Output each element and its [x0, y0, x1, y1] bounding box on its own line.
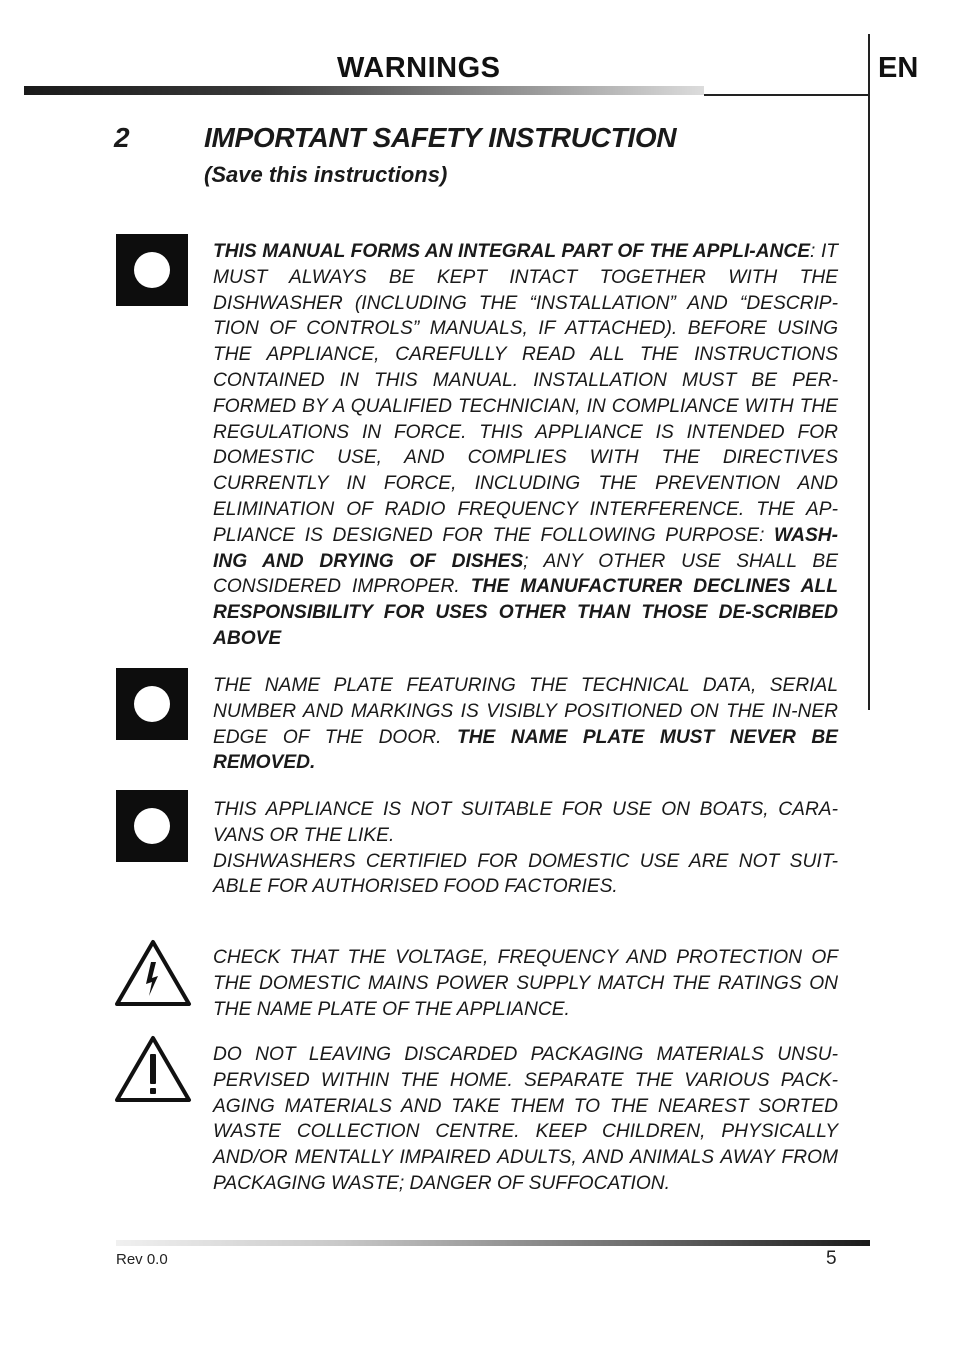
emphasis-text: WASH-ING AND DRYING OF DISHES: [213, 524, 838, 572]
notice-3-text: [213, 797, 838, 900]
emphasis-text: THIS MANUAL FORMS AN INTEGRAL PART OF THE APPLI-ANCE: [213, 241, 811, 262]
notice-5-text: [213, 1042, 838, 1197]
section-title: IMPORTANT SAFETY INSTRUCTION: [204, 122, 677, 153]
notice-dot-icon: [116, 234, 188, 306]
notice-1-text: [213, 239, 838, 652]
emphasis-text: THE MANUFACTURER DECLINES ALL RESPONSIBILITY FOR USES OTHER THAN THOSE DE-SCRIBED ABOVE: [213, 576, 838, 649]
section-number: 2: [114, 122, 130, 153]
body-text: THE NAME PLATE FEATURING THE TECHNICAL DATA, SERIAL NUMBER AND MARKINGS IS VISIBLY POSITIONED ON THE IN-NER EDGE OF THE DOOR.: [213, 675, 838, 748]
body-text: CHECK THAT THE VOLTAGE, FREQUENCY AND PROTECTION OF THE DOMESTIC MAINS POWER SUPPLY MATCH THE RATINGS ON THE NAME PLATE OF THE APPLIANCE.: [213, 947, 838, 1020]
notice-4-text: [213, 945, 838, 1022]
revision-label: Rev 0.0: [116, 1251, 168, 1268]
notice-2-text: [213, 673, 838, 776]
page-number: 5: [826, 1248, 837, 1269]
footer-gradient-bar: [116, 1240, 870, 1246]
header-title: WARNINGS: [337, 52, 501, 84]
body-text: DO NOT LEAVING DISCARDED PACKAGING MATERIALS UNSU-PERVISED WITHIN THE HOME. SEPARATE THE VARIOUS PACK-AGING MATERIALS AND TAKE THEM TO THE NEAREST SORTED WASTE COLLECTION CENTRE. KEEP CHILDREN, PHYSICALLY AND/OR MENTALLY IMPAIRED ADULTS, AND ANIMALS AWAY FROM PACKAGING WASTE; DANGER OF SUFFOCATION.: [213, 1044, 838, 1194]
emphasis-text: THE NAME PLATE MUST NEVER BE REMOVED.: [213, 726, 838, 774]
body-text: : IT MUST ALWAYS BE KEPT INTACT TOGETHER WITH THE DISHWASHER (INCLUDING THE “INSTALLATION” AND “DESCRIP-TION OF CONTROLS” MANUALS, IF ATTACHED). BEFORE USING THE APPLIANCE, CAREFULLY READ ALL THE INSTRUCTIONS CONTAINED IN THIS MANUAL. INSTALLATION MUST BE PER-FORMED BY A QUALIFIED TECHNICIAN, IN COMPLIANCE WITH THE REGULATIONS IN FORCE. THIS APPLIANCE IS INTENDED FOR DOMESTIC USE, AND COMPLIES WITH THE DIRECTIVES CURRENTLY IN FORCE, INCLUDING THE PREVENTION AND ELIMINATION OF RADIO FREQUENCY INTERFERENCE. THE AP-PLIANCE IS DESIGNED FOR THE FOLLOWING PURPOSE:: [213, 241, 838, 546]
electric-hazard-icon: [114, 938, 192, 1008]
body-text: THIS APPLIANCE IS NOT SUITABLE FOR USE ON BOATS, CARA-VANS OR THE LIKE.: [213, 799, 838, 846]
header-rule: [704, 94, 870, 96]
language-code: EN: [878, 52, 919, 84]
body-text: DISHWASHERS CERTIFIED FOR DOMESTIC USE ARE NOT SUIT-ABLE FOR AUTHORISED FOOD FACTORIES.: [213, 850, 838, 898]
warning-exclamation-icon: [114, 1034, 192, 1104]
vertical-divider: [868, 34, 870, 710]
body-text: ; ANY OTHER USE SHALL BE CONSIDERED IMPROPER.: [213, 550, 838, 598]
notice-dot-icon: [116, 668, 188, 740]
header-gradient-bar: [24, 86, 704, 95]
section-subtitle: (Save this instructions): [204, 162, 448, 187]
notice-dot-icon: [116, 790, 188, 862]
